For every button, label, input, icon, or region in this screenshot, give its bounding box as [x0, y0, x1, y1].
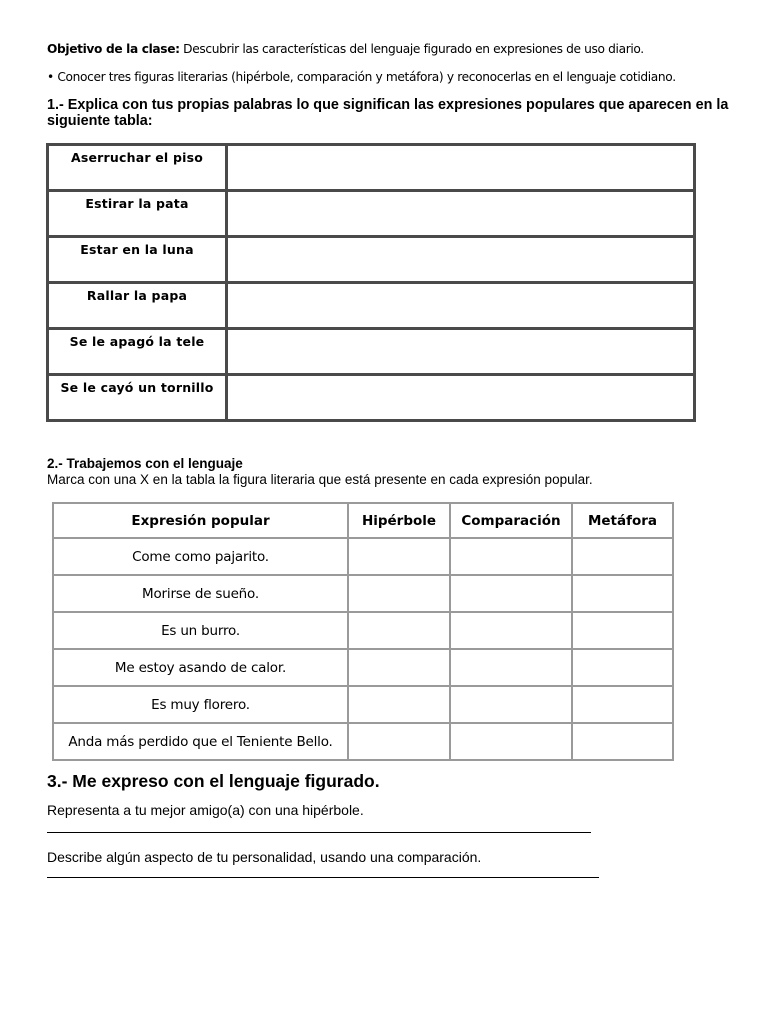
expression-cell: Come como pajarito. — [53, 538, 348, 575]
comparacion-cell[interactable] — [450, 649, 572, 686]
header-metafora: Metáfora — [572, 503, 673, 538]
expression-cell: Es muy florero. — [53, 686, 348, 723]
metafora-cell[interactable] — [572, 723, 673, 760]
class-objective — [47, 42, 644, 56]
comparacion-cell[interactable] — [450, 612, 572, 649]
header-comparacion: Comparación — [450, 503, 572, 538]
prompt-comparacion: Describe algún aspecto de tu personalidad, usando una comparación. — [47, 849, 482, 865]
section2-title: 2.- Trabajemos con el lenguaje — [47, 456, 243, 471]
expressions-table — [46, 143, 696, 422]
comparacion-cell[interactable] — [450, 575, 572, 612]
hiperbole-cell[interactable] — [348, 686, 450, 723]
header-hiperbole: Hipérbole — [348, 503, 450, 538]
metafora-cell[interactable] — [572, 649, 673, 686]
table-row — [48, 237, 695, 283]
section1-title: 1.- Explica con tus propias palabras lo que significan las expresiones populares que aparecen en la siguiente tabla: — [47, 97, 729, 129]
header-expression: Expresión popular — [53, 503, 348, 538]
expression-label: Se le cayó un tornillo — [48, 375, 227, 421]
table-row — [48, 191, 695, 237]
table-row — [53, 686, 673, 723]
answer-cell[interactable] — [227, 375, 695, 421]
expression-cell: Es un burro. — [53, 612, 348, 649]
metafora-cell[interactable] — [572, 538, 673, 575]
metafora-cell[interactable] — [572, 686, 673, 723]
metafora-cell[interactable] — [572, 612, 673, 649]
answer-cell[interactable] — [227, 145, 695, 191]
hiperbole-cell[interactable] — [348, 575, 450, 612]
table-row — [48, 329, 695, 375]
hiperbole-cell[interactable] — [348, 723, 450, 760]
metafora-cell[interactable] — [572, 575, 673, 612]
hiperbole-cell[interactable] — [348, 649, 450, 686]
table-row — [48, 375, 695, 421]
expression-cell: Me estoy asando de calor. — [53, 649, 348, 686]
expression-label: Aserruchar el piso — [48, 145, 227, 191]
answer-cell[interactable] — [227, 329, 695, 375]
answer-cell[interactable] — [227, 191, 695, 237]
prompt-hiperbole: Representa a tu mejor amigo(a) con una hipérbole. — [47, 802, 364, 818]
table-row — [48, 283, 695, 329]
bullet-icon: • — [47, 70, 54, 84]
expression-label: Estirar la pata — [48, 191, 227, 237]
answer-cell[interactable] — [227, 237, 695, 283]
figures-table — [52, 502, 674, 761]
table-row — [53, 649, 673, 686]
answer-line-2[interactable] — [47, 877, 599, 878]
expression-label: Estar en la luna — [48, 237, 227, 283]
table-row — [53, 575, 673, 612]
table-row — [53, 612, 673, 649]
table-row — [53, 538, 673, 575]
table-row — [48, 145, 695, 191]
expression-cell: Anda más perdido que el Teniente Bello. — [53, 723, 348, 760]
bullet-text: Conocer tres figuras literarias (hipérbole, comparación y metáfora) y reconocerlas en el lenguaje cotidiano. — [57, 70, 676, 84]
expression-label: Se le apagó la tele — [48, 329, 227, 375]
section2-instruction: Marca con una X en la tabla la figura literaria que está presente en cada expresión popular. — [47, 472, 593, 487]
answer-line-1[interactable] — [47, 832, 591, 833]
expression-label: Rallar la papa — [48, 283, 227, 329]
objective-text: Descubrir las características del lenguaje figurado en expresiones de uso diario. — [183, 42, 644, 56]
comparacion-cell[interactable] — [450, 686, 572, 723]
hiperbole-cell[interactable] — [348, 612, 450, 649]
hiperbole-cell[interactable] — [348, 538, 450, 575]
expression-cell: Morirse de sueño. — [53, 575, 348, 612]
objective-label: Objetivo de la clase: — [47, 42, 180, 56]
comparacion-cell[interactable] — [450, 538, 572, 575]
table-row — [53, 723, 673, 760]
answer-cell[interactable] — [227, 283, 695, 329]
section3-title: 3.- Me expreso con el lenguaje figurado. — [47, 771, 380, 791]
comparacion-cell[interactable] — [450, 723, 572, 760]
objective-bullet — [47, 70, 676, 84]
